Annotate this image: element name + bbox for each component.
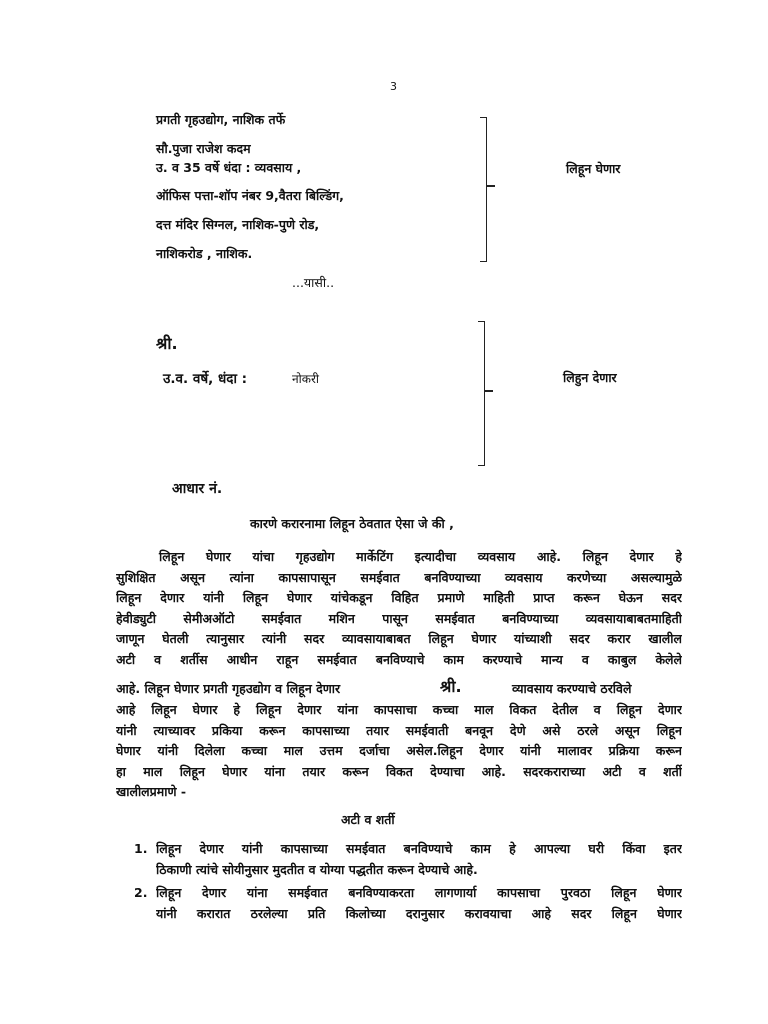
term-number: 1. [134,841,148,856]
paragraph-2-start: आहे. लिहून घेणार प्रगती गृहउद्योग व लिहून देणार [116,681,341,696]
paragraph-2 [116,700,682,803]
paragraph-2-shri: श्री. [440,677,462,696]
party1-line: सौ.पुजा राजेश कदम [156,141,251,156]
party1-line: दत्त मंदिर सिग्नल, नाशिक-पुणे रोड, [156,217,320,232]
term-line: ठिकाणी त्यांचे सोयीनुसार मुदतीत व योग्या पद्धतीत करून देण्याचे आहे. [156,862,478,877]
paragraph-2-end: व्यावसाय करण्याचे ठरविले [512,681,632,696]
party1-bracket [480,117,487,262]
term-item [116,882,682,924]
party2-role: लिहुन देणार [563,370,617,385]
aadhar-label: आधार नं. [172,481,223,497]
yasi-text: ...यासी.. [292,275,335,290]
terms-heading: अटी व शर्ती [341,812,395,827]
party2-bracket-tick [485,390,493,392]
term-line: लिहून देणार यांना समईवात बनविण्याकरता लागणार्या कापसाचा पुरवठा लिहून घेणार [156,885,682,900]
paragraph-line: जाणून घेतली त्यानुसार त्यांनी सदर व्यावसायाबाबत लिहून घेणार यांच्याशी सदर करार खालील [116,631,682,646]
paragraph-line: आहे लिहून घेणार हे लिहून देणार यांना कापसाचा कच्चा माल विकत देतील व लिहून देणार [116,702,682,717]
terms-list [116,838,682,926]
party1-line: प्रगती गृहउद्योग, नाशिक तर्फे [156,112,286,127]
paragraph-line: सुशिक्षित असून त्यांना कापसापासून समईवात बनविण्याच्या व्यवसाय करणेच्या असल्यामुळे [116,569,682,585]
party1-role: लिहून घेणार [566,161,621,176]
party1-line: नाशिकरोड , नाशिक. [156,246,253,261]
term-item [116,838,682,880]
paragraph-1 [116,547,682,670]
paragraph-line: खालीलप्रमाणे - [116,784,187,800]
party1-line: ऑफिस पत्ता-शॉप नंबर 9,वैतरा बिल्डिंग, [156,188,344,203]
term-line: लिहून देणार यांनी कापसाच्या समईवात बनविण्याचे काम हे आपल्या घरी किंवा इतर [156,841,682,856]
paragraph-line: घेणार यांनी दिलेला कच्चा माल उत्तम दर्जाचा असेल.लिहून देणार यांनी मालावर प्रक्रिया करून [116,743,682,759]
paragraph-line: लिहून देणार यांनी लिहून घेणार यांचेकडून विहित प्रमाणे माहिती प्राप्त करून घेऊन सदर [116,590,682,605]
agreement-heading: कारणे करारनामा लिहून ठेवतात ऐसा जे की , [250,516,454,531]
party2-age-label: उ.व. वर्षे, धंदा : [163,371,248,387]
paragraph-line: हेवीड्युटी सेमीअऑटो समईवात मशिन पासून समईवात बनविण्याच्या व्यवसायाबाबतमाहिती [116,610,682,626]
paragraph-line: लिहून घेणार यांचा गृहउद्योग मार्केटिंग इत्यादीचा व्यवसाय आहे. लिहून देणार हे [159,549,682,564]
party1-line: उ. व 35 वर्षे धंदा : व्यवसाय , [156,160,302,175]
paragraph-line: यांनी त्याच्यावर प्रकिया करून कापसाच्या तयार समईवाती बनवून देणे असे ठरले असून लिहून [116,722,682,738]
page-number: 3 [390,80,397,93]
party2-name: श्री. [156,334,178,353]
paragraph-line: हा माल लिहून घेणार यांना तयार करून विकत देण्याचा आहे. सदरकराराच्या अटी व शर्ती [116,763,682,779]
paragraph-line: अटी व शर्तीस आधीन राहून समईवात बनविण्याचे काम करण्याचे मान्य व काबुल केलेले [116,651,682,667]
party2-occupation: नोकरी [292,372,320,386]
party2-bracket [478,321,485,466]
party1-bracket-tick [487,185,495,187]
term-number: 2. [134,885,148,900]
term-line: यांनी करारात ठरलेल्या प्रति किलोच्या दरानुसार करावयाचा आहे सदर लिहून घेणार [156,906,682,921]
